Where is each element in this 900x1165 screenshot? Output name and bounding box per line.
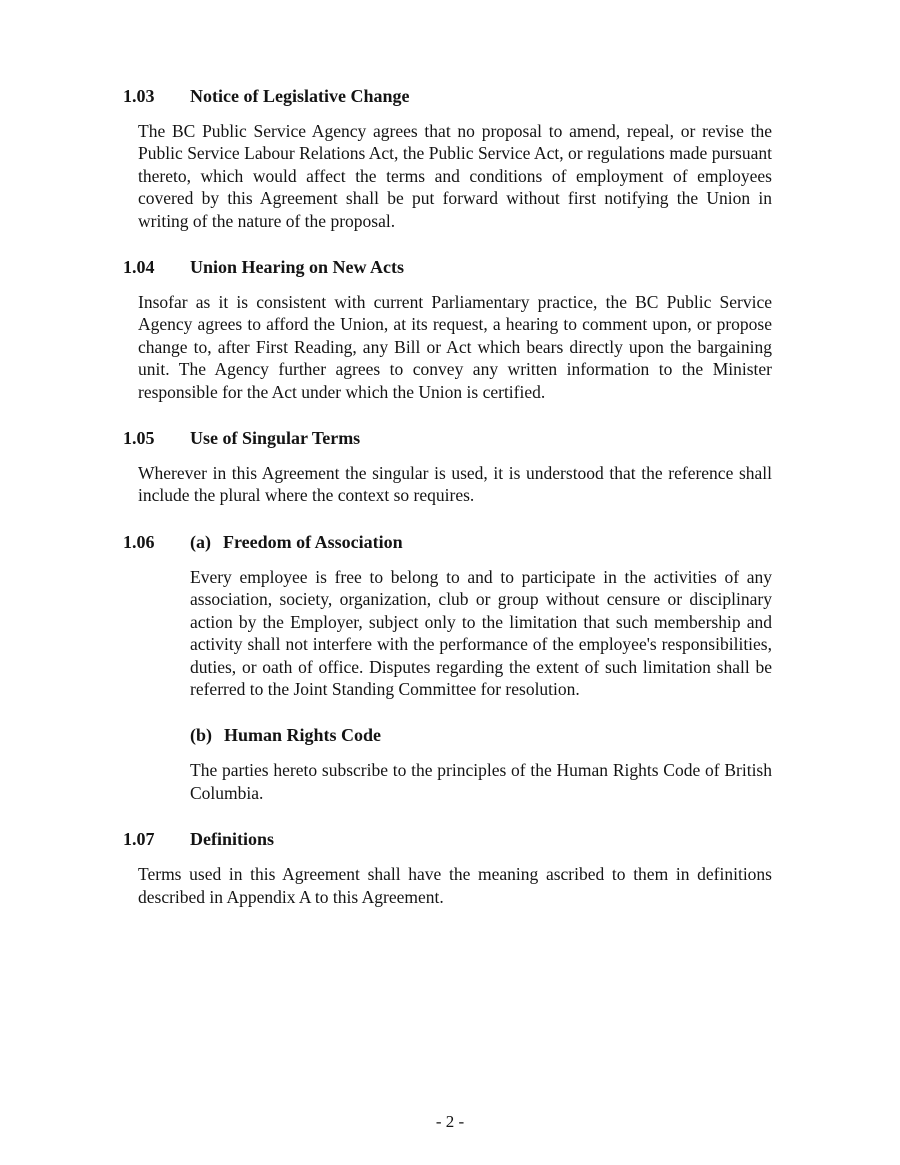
section-heading bbox=[123, 829, 772, 849]
subsection-title: Freedom of Association bbox=[223, 531, 403, 552]
section-paragraph: Insofar as it is consistent with current Parliamentary practice, the BC Public Service Agency agrees to afford the Union, at its request, a hearing to comment upon, or propose change to, after First Reading, any Bill or Act which bears directly upon the bargaining unit. The Agency further agrees to convey any written information to the Minister responsible for the Act under which the Union is certified. bbox=[138, 292, 772, 402]
section-paragraph: Terms used in this Agreement shall have the meaning ascribed to them in definitions described in Appendix A to this Agreement. bbox=[138, 864, 772, 907]
section-number: 1.03 bbox=[123, 86, 155, 106]
subsection-label: (a) bbox=[190, 531, 211, 552]
section-heading bbox=[123, 532, 772, 552]
section-number: 1.07 bbox=[123, 829, 155, 850]
section-paragraph: Wherever in this Agreement the singular is used, it is understood that the reference shall include the plural where the context so requires. bbox=[138, 463, 772, 506]
section-title: Union Hearing on New Acts bbox=[190, 257, 405, 278]
section-1-04 bbox=[0, 257, 900, 403]
subsection-heading bbox=[190, 725, 772, 745]
section-title: Notice of Legislative Change bbox=[190, 86, 410, 106]
subsection-paragraph: Every employee is free to belong to and to participate in the activities of any association, society, organization, club or group without censure or disciplinary action by the Employer, subject only to the limitation that such membership and activity shall not interfere with the performance of the employee's responsibilities, duties, or oath of office. Disputes regarding the extent of such limitation shall be referred to the Joint Standing Committee for resolution. bbox=[190, 566, 772, 699]
section-title: Use of Singular Terms bbox=[190, 428, 361, 449]
section-1-06 bbox=[0, 532, 900, 804]
subsection-title: Human Rights Code bbox=[224, 725, 382, 746]
subsection-label: (b) bbox=[190, 725, 212, 746]
section-number: 1.04 bbox=[123, 257, 155, 278]
section-number: 1.06 bbox=[123, 531, 155, 552]
section-title: Definitions bbox=[190, 829, 275, 850]
section-1-07 bbox=[0, 829, 900, 908]
section-heading bbox=[123, 86, 772, 106]
subsection-paragraph: The parties hereto subscribe to the principles of the Human Rights Code of British Columbia. bbox=[190, 760, 772, 803]
section-heading bbox=[123, 257, 772, 277]
section-number: 1.05 bbox=[123, 428, 155, 449]
section-paragraph: The BC Public Service Agency agrees that no proposal to amend, repeal, or revise the Public Service Labour Relations Act, the Public Service Act, or regulations made pursuant thereto, which would affect the terms and conditions of employment of employees covered by this Agreement shall be put forward without first notifying the Union in writing of the nature of the proposal. bbox=[138, 121, 772, 231]
section-1-03 bbox=[0, 86, 900, 232]
section-heading bbox=[123, 428, 772, 448]
section-1-05 bbox=[0, 428, 900, 507]
page-number: - 2 - bbox=[435, 1112, 465, 1131]
